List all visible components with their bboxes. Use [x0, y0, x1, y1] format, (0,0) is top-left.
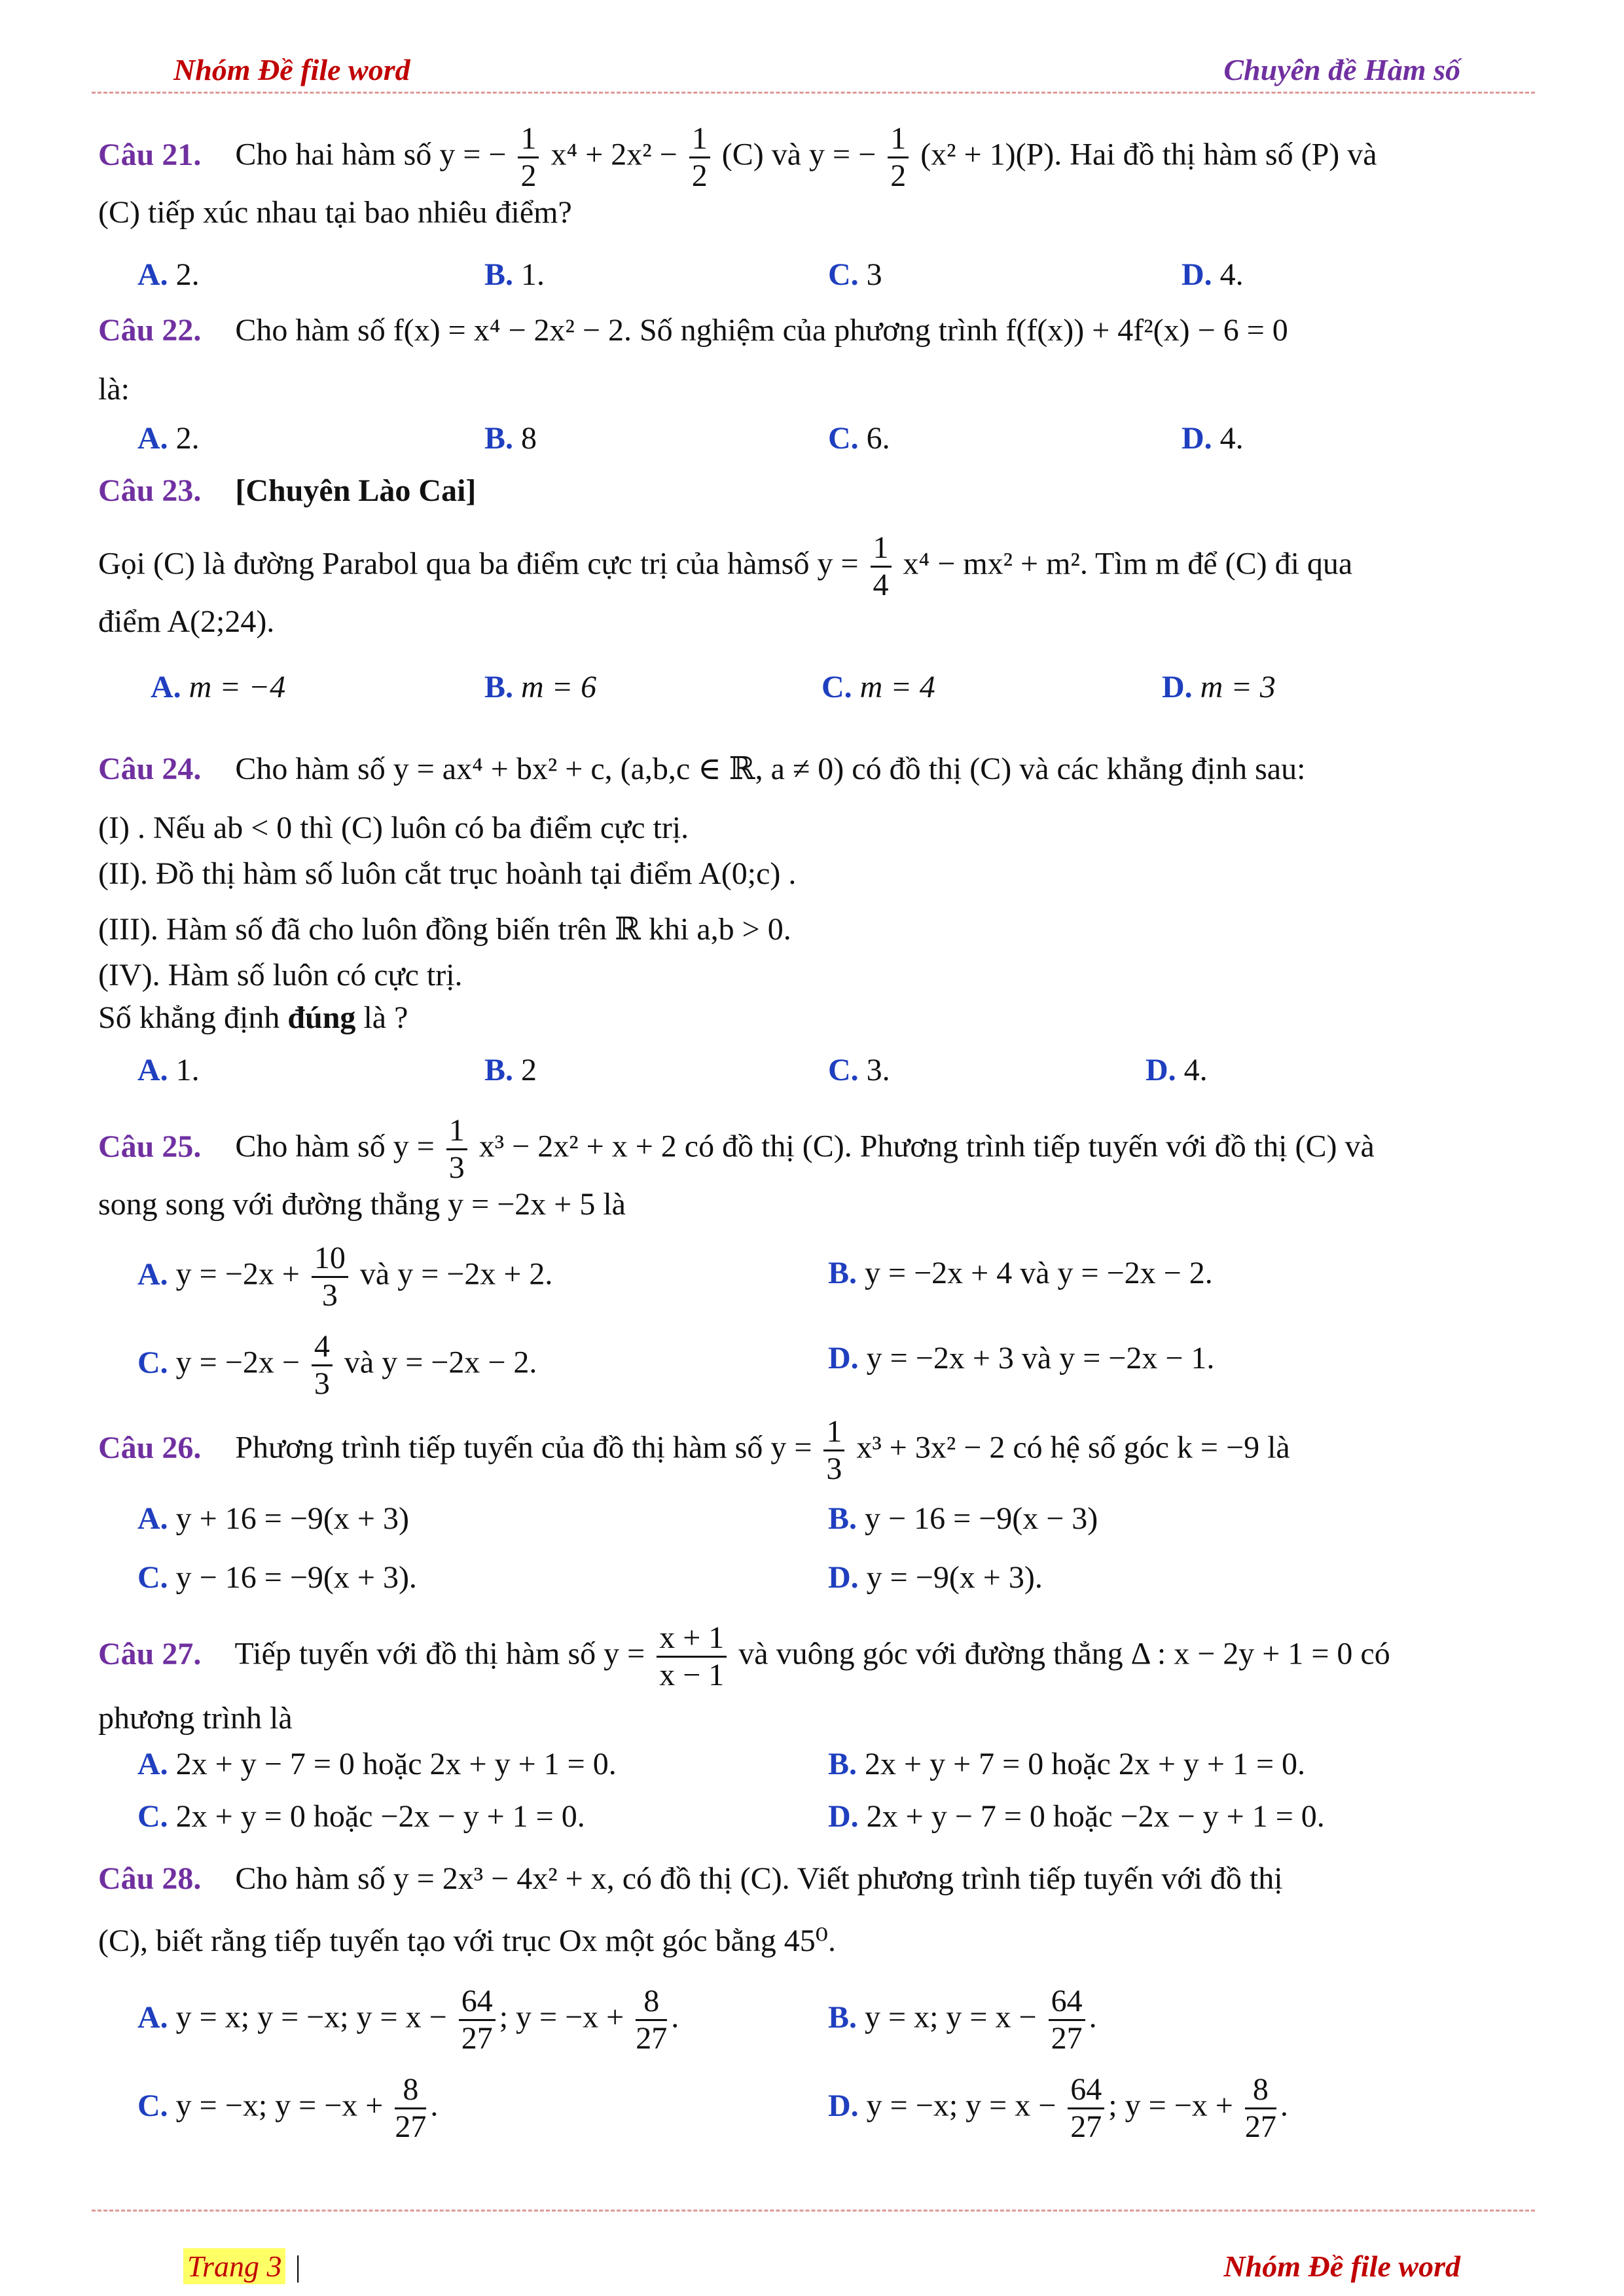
option-d[interactable]: D. m = 3 — [1162, 670, 1276, 704]
question-26: Câu 26. Phương trình tiếp tuyến của đồ thị hàm số y = $\frac{1}{3}$ x³ + 3x² − 2 có hệ số góc k = −9 là — [98, 1414, 1290, 1486]
statement-4: (IV). Hàm số luôn có cực trị. — [98, 958, 463, 993]
statement-1: (I) . Nếu ab < 0 thì (C) luôn có ba điểm cực trị. — [98, 811, 689, 845]
footer-divider — [92, 2210, 1535, 2212]
question-label: Câu 28. — [98, 1861, 202, 1896]
option-a[interactable]: A. 2. — [137, 257, 200, 292]
fraction: $\frac{64}{27}$ — [459, 1984, 496, 2056]
option-b[interactable]: B. 8 — [484, 421, 537, 456]
option-a[interactable]: A. 2. — [137, 421, 200, 456]
question-label: Câu 24. — [98, 752, 202, 786]
option-c[interactable]: C. 3. — [828, 1053, 890, 1087]
page-number: Trang 3 — [183, 2248, 285, 2284]
option-a[interactable]: A. 2x + y − 7 = 0 hoặc 2x + y + 1 = 0. — [137, 1747, 617, 1781]
option-d[interactable]: D. 2x + y − 7 = 0 hoặc −2x − y + 1 = 0. — [828, 1799, 1325, 1834]
option-c[interactable]: C. y − 16 = −9(x + 3). — [137, 1560, 417, 1595]
question-text: là: — [98, 372, 130, 407]
fraction: $\frac{8}{27}$ — [1244, 2072, 1276, 2144]
statement-2: (II). Đồ thị hàm số luôn cắt trục hoành tại điểm A(0;c) . — [98, 856, 797, 891]
option-b[interactable]: B. 1. — [484, 257, 545, 292]
fraction: $\frac{10}{3}$ — [312, 1241, 348, 1313]
fraction: $\frac{1}{3}$ — [823, 1414, 844, 1487]
option-d[interactable]: D. y = −2x + 3 và y = −2x − 1. — [828, 1341, 1215, 1376]
question-label: Câu 27. — [98, 1636, 202, 1671]
question-27: Câu 27. Tiếp tuyến với đồ thị hàm số y = $\frac{x + 1}{x - 1}$ và vuông góc với đường thẳng Δ : x − 2y + 1 = 0 có — [98, 1620, 1390, 1692]
question-text: phương trình là — [98, 1701, 293, 1736]
option-b[interactable]: B. m = 6 — [484, 670, 597, 704]
option-a[interactable]: A. y = x; y = −x; y = x − $\frac{64}{27}$ ; y = −x + $\frac{8}{27}$ . — [137, 1984, 679, 2056]
fraction: $\frac{1}{2}$ — [689, 121, 710, 194]
question-text: điểm A(2;24). — [98, 604, 275, 639]
question-text: (C), biết rằng tiếp tuyến tạo với trục Ox một góc bằng 45⁰. — [98, 1923, 837, 1958]
question-label: Câu 25. — [98, 1129, 202, 1164]
option-d[interactable]: D. 4. — [1146, 1053, 1208, 1087]
option-b[interactable]: B. y = x; y = x − $\frac{64}{27}$ . — [828, 1984, 1097, 2056]
option-d[interactable]: D. y = −x; y = x − $\frac{64}{27}$ ; y = −x + $\frac{8}{27}$ . — [828, 2072, 1288, 2144]
footer-separator: | — [293, 2250, 302, 2283]
option-b[interactable]: B. 2 — [484, 1053, 537, 1087]
option-b[interactable]: B. y − 16 = −9(x − 3) — [828, 1501, 1098, 1536]
question-22: Câu 22. Cho hàm số f(x) = x⁴ − 2x² − 2. Số nghiệm của phương trình f(f(x)) + 4f²(x) − 6 = 0 — [98, 313, 1288, 348]
fraction: $\frac{1}{3}$ — [446, 1113, 467, 1186]
option-c[interactable]: C. y = −x; y = −x + $\frac{8}{27}$ . — [137, 2072, 439, 2144]
question-text: song song với đường thẳng y = −2x + 5 là — [98, 1187, 626, 1222]
fraction: $\frac{1}{2}$ — [888, 121, 909, 194]
question-text: Gọi (C) là đường Parabol qua ba điểm cực trị của hàmsố y = $\frac{1}{4}$ x⁴ − mx² + m². Tìm m để (C) đi qua — [98, 530, 1353, 602]
option-c[interactable]: C. y = −2x − $\frac{4}{3}$ và y = −2x − 2. — [137, 1329, 537, 1401]
question-21: Câu 21. Cho hai hàm số y = − $\frac{1}{2}$ x⁴ + 2x² − $\frac{1}{2}$ (C) và y = − $\frac{1}{2}$ (x² + 1)(P). Hai đồ thị hàm số (P) và — [98, 121, 1377, 193]
question-prompt: Số khẳng định đúng là ? — [98, 1000, 408, 1035]
option-b[interactable]: B. y = −2x + 4 và y = −2x − 2. — [828, 1256, 1213, 1290]
option-a[interactable]: A. y = −2x + $\frac{10}{3}$ và y = −2x + 2. — [137, 1241, 553, 1313]
question-source: [Chuyên Lào Cai] — [235, 473, 477, 508]
option-b[interactable]: B. 2x + y + 7 = 0 hoặc 2x + y + 1 = 0. — [828, 1747, 1306, 1781]
question-23 — [98, 471, 476, 511]
option-d[interactable]: D. 4. — [1182, 257, 1244, 292]
question-25: Câu 25. Cho hàm số y = $\frac{1}{3}$ x³ − 2x² + x + 2 có đồ thị (C). Phương trình tiếp tuyến với đồ thị (C) và — [98, 1113, 1375, 1185]
question-label: Câu 22. — [98, 313, 202, 348]
option-a[interactable]: A. 1. — [137, 1053, 200, 1087]
question-28: Câu 28. Cho hàm số y = 2x³ − 4x² + x, có đồ thị (C). Viết phương trình tiếp tuyến với đồ thị — [98, 1861, 1283, 1896]
fraction: $\frac{4}{3}$ — [312, 1329, 333, 1402]
question-label: Câu 23. — [98, 473, 202, 508]
option-a[interactable]: A. y + 16 = −9(x + 3) — [137, 1501, 409, 1536]
option-c[interactable]: C. 6. — [828, 421, 890, 456]
question-24: Câu 24. Cho hàm số y = ax⁴ + bx² + c, (a,b,c ∈ ℝ, a ≠ 0) có đồ thị (C) và các khẳng định sau: — [98, 752, 1306, 786]
option-d[interactable]: D. 4. — [1182, 421, 1244, 456]
question-label: Câu 21. — [98, 137, 202, 172]
footer-right: Nhóm Đề file word — [1223, 2250, 1460, 2283]
question-label: Câu 26. — [98, 1430, 202, 1465]
fraction: $\frac{x + 1}{x - 1}$ — [657, 1620, 727, 1693]
fraction: $\frac{64}{27}$ — [1068, 2072, 1104, 2145]
fraction: $\frac{1}{2}$ — [518, 121, 539, 194]
fraction: $\frac{8}{27}$ — [395, 2072, 427, 2144]
header-right: Chuyên đề Hàm số — [1223, 53, 1460, 86]
question-text: (C) tiếp xúc nhau tại bao nhiêu điểm? — [98, 195, 572, 230]
option-c[interactable]: C. 3 — [828, 257, 882, 292]
option-a[interactable]: A. m = −4 — [151, 670, 286, 704]
footer-page — [183, 2249, 302, 2284]
option-d[interactable]: D. y = −9(x + 3). — [828, 1560, 1043, 1595]
option-c[interactable]: C. 2x + y = 0 hoặc −2x − y + 1 = 0. — [137, 1799, 585, 1834]
statement-3: (III). Hàm số đã cho luôn đồng biến trên ℝ khi a,b > 0. — [98, 912, 791, 947]
fraction: $\frac{64}{27}$ — [1049, 1984, 1085, 2056]
option-c[interactable]: C. m = 4 — [821, 670, 935, 704]
fraction: $\frac{8}{27}$ — [636, 1984, 668, 2056]
fraction: $\frac{1}{4}$ — [871, 530, 892, 603]
header-divider — [92, 92, 1535, 94]
header-left: Nhóm Đề file word — [173, 53, 410, 86]
